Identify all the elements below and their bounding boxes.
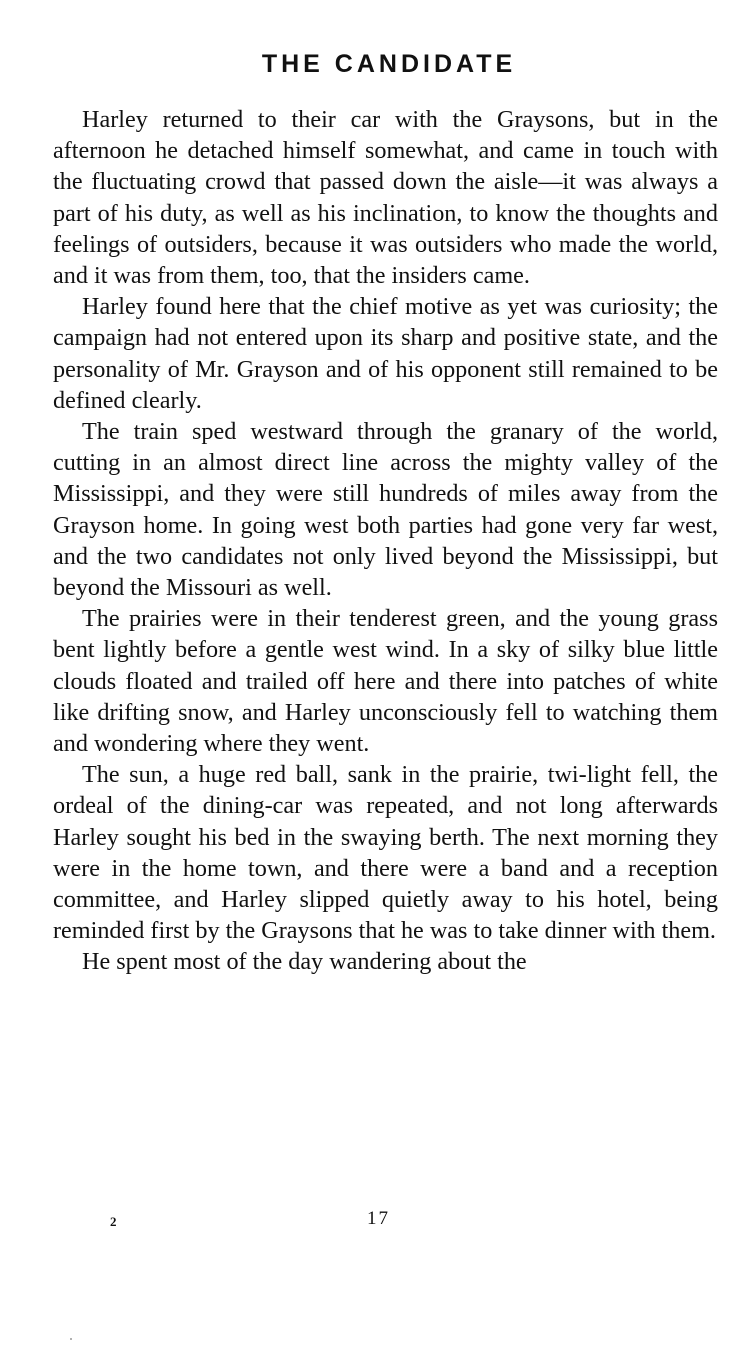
paragraph: He spent most of the day wandering about the bbox=[82, 948, 527, 976]
paragraph: The train sped westward through the granary of the world, cutting in an almost direct line across the mighty valley of the Mississippi, and they were still hundreds of miles away from the Grayson home. In going west both parties had gone very far west, and the two candidates not only lived beyond the Mississippi, but beyond the Missouri as well. bbox=[53, 418, 718, 602]
body-text bbox=[53, 104, 718, 978]
paragraph: Harley returned to their car with the Graysons, but in the afternoon he detached himself somewhat, and came in touch with the fluctuating crowd that passed down the aisle—it was always a part of his duty, as well as his inclination, to know the thoughts and feelings of outsiders, because it was outsiders who made the world, and it was from them, too, that the insiders came. bbox=[53, 106, 718, 290]
paragraph: Harley found here that the chief motive as yet was curiosity; the campaign had not entered upon its sharp and positive state, and the personality of Mr. Grayson and of his opponent still remained to be defined clearly. bbox=[53, 293, 718, 414]
page-number: 17 bbox=[367, 1208, 390, 1229]
running-head: THE CANDIDATE bbox=[261, 50, 517, 78]
signature-mark: 2 bbox=[110, 1214, 117, 1229]
paragraph: The sun, a huge red ball, sank in the prairie, twi-light fell, the ordeal of the dining-car was repeated, and not long afterwards Harley sought his bed in the swaying berth. The next morning they were in the home town, and there were a band and a reception committee, and Harley slipped quietly away to his hotel, being reminded first by the Graysons that he was to take dinner with them. bbox=[53, 761, 718, 945]
paper-speck bbox=[70, 1338, 72, 1340]
page-footer bbox=[0, 1208, 753, 1238]
paragraph: The prairies were in their tenderest green, and the young grass bent lightly before a gentle west wind. In a sky of silky blue little clouds floated and trailed off here and there into patches of white like drifting snow, and Harley unconsciously fell to watching them and wondering where they went. bbox=[53, 605, 718, 758]
